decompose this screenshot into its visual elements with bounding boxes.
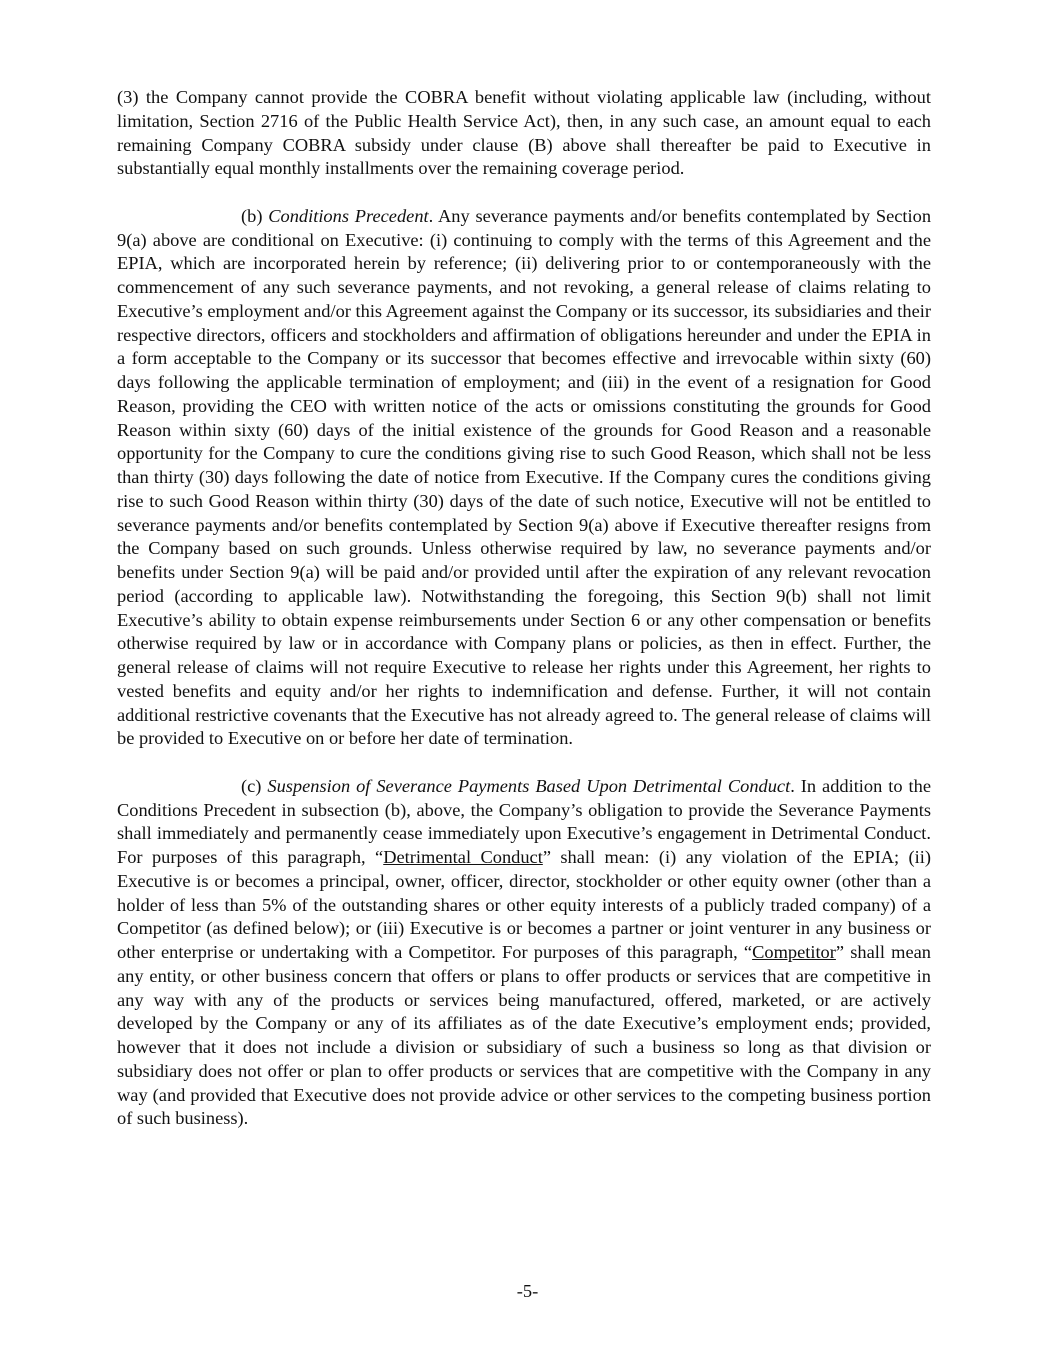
section-c-body-part-2: ” shall mean: (i) any violation of the EPIA; (ii) Executive is or becomes a principal, owner, officer, director, stockholder or other equity owner (other than a holder of less than 5% of the outstanding shares or other equity interests of a publicly traded company) of a Competitor (as defined below); or (iii) Executive is or becomes a partner or joint venturer in any business or other enterprise or undertaking with a Competitor. For purposes of this paragraph, “	[117, 847, 931, 962]
section-b-label: (b)	[241, 205, 269, 226]
section-c-suspension	[117, 775, 931, 1131]
section-b-body: Any severance payments and/or benefits contemplated by Section 9(a) above are conditional on Executive: (i) continuing to comply with the terms of this Agreement and the EPIA, which are incorporated herein by reference; (ii) delivering prior to or contemporaneously with the commencement of any such severance payments, and not revoking, a general release of claims relating to Executive’s employment and/or this Agreement against the Company or its successor, its subsidiaries and their respective directors, officers and stockholders and affirmation of obligations hereunder and under the EPIA in a form acceptable to the Company or its successor that becomes effective and irrevocable within sixty (60) days following the applicable termination of employment; and (iii) in the event of a resignation for Good Reason, providing the CEO with written notice of the acts or omissions constituting the grounds for Good Reason within sixty (60) days of the initial existence of the grounds for Good Reason and a reasonable opportunity for the Company to cure the conditions giving rise to such Good Reason, which shall not be less than thirty (30) days following the date of notice from Executive. If the Company cures the conditions giving rise to such Good Reason within thirty (30) days of the date of such notice, Executive will not be entitled to severance payments and/or benefits contemplated by Section 9(a) above if Executive thereafter resigns from the Company based on such grounds. Unless otherwise required by law, no severance payments and/or benefits under Section 9(a) will be paid and/or provided until after the expiration of any relevant revocation period (according to applicable law). Notwithstanding the foregoing, this Section 9(b) shall not limit Executive’s ability to obtain expense reimbursements under Section 6 or any other compensation or benefits otherwise required by law or in accordance with Company plans or policies, as then in effect. Further, the general release of claims will not require Executive to release her rights under this Agreement, her rights to vested benefits and equity and/or her rights to indemnification and defense. Further, it will not contain additional restrictive covenants that the Executive has not already agreed to. The general release of claims will be provided to Executive on or before her date of termination.	[117, 205, 932, 749]
section-b-conditions-precedent	[117, 205, 931, 751]
defined-term-competitor: Competitor	[752, 942, 836, 962]
document-body	[117, 86, 931, 1155]
defined-term-detrimental-conduct: Detrimental Conduct	[383, 847, 543, 867]
section-c-label: (c)	[241, 775, 268, 796]
section-c-body-part-3: ” shall mean any entity, or other business concern that offers or plans to offer products or services that are competitive in any way with any of the products or services being manufactured, offered, marketed, or are actively developed by the Company or any of its affiliates as of the date Executive’s employment ends; provided, however that it does not include a division or subsidiary of such a business so long as that division or subsidiary does not offer or plan to offer products or services that are competitive with the Company in any way (and provided that Executive does not provide advice or other services to the competing business portion of such business).	[117, 942, 932, 1129]
section-b-heading: Conditions Precedent	[268, 205, 429, 226]
section-b-heading-suffix: .	[428, 205, 439, 226]
paragraph-text: (3) the Company cannot provide the COBRA benefit without violating applicable law (including, without limitation, Section 2716 of the Public Health Service Act), then, in any such case, an amount equal to each remaining Company COBRA subsidy under clause (B) above shall thereafter be paid to Executive in substantially equal monthly installments over the remaining coverage period.	[117, 87, 931, 179]
page-number: -5-	[516, 1281, 539, 1301]
section-c-body-part-1: In addition to the Conditions Precedent in subsection (b), above, the Company’s obligation to provide the Severance Payments shall immediately and permanently cease immediately upon Executive’s engagement in Detrimental Conduct. For purposes of this paragraph, “	[117, 775, 931, 867]
section-c-heading-suffix: .	[790, 775, 801, 796]
paragraph-cobra-continuation	[117, 86, 931, 181]
section-c-heading: Suspension of Severance Payments Based Upon Detrimental Conduct	[267, 775, 791, 796]
